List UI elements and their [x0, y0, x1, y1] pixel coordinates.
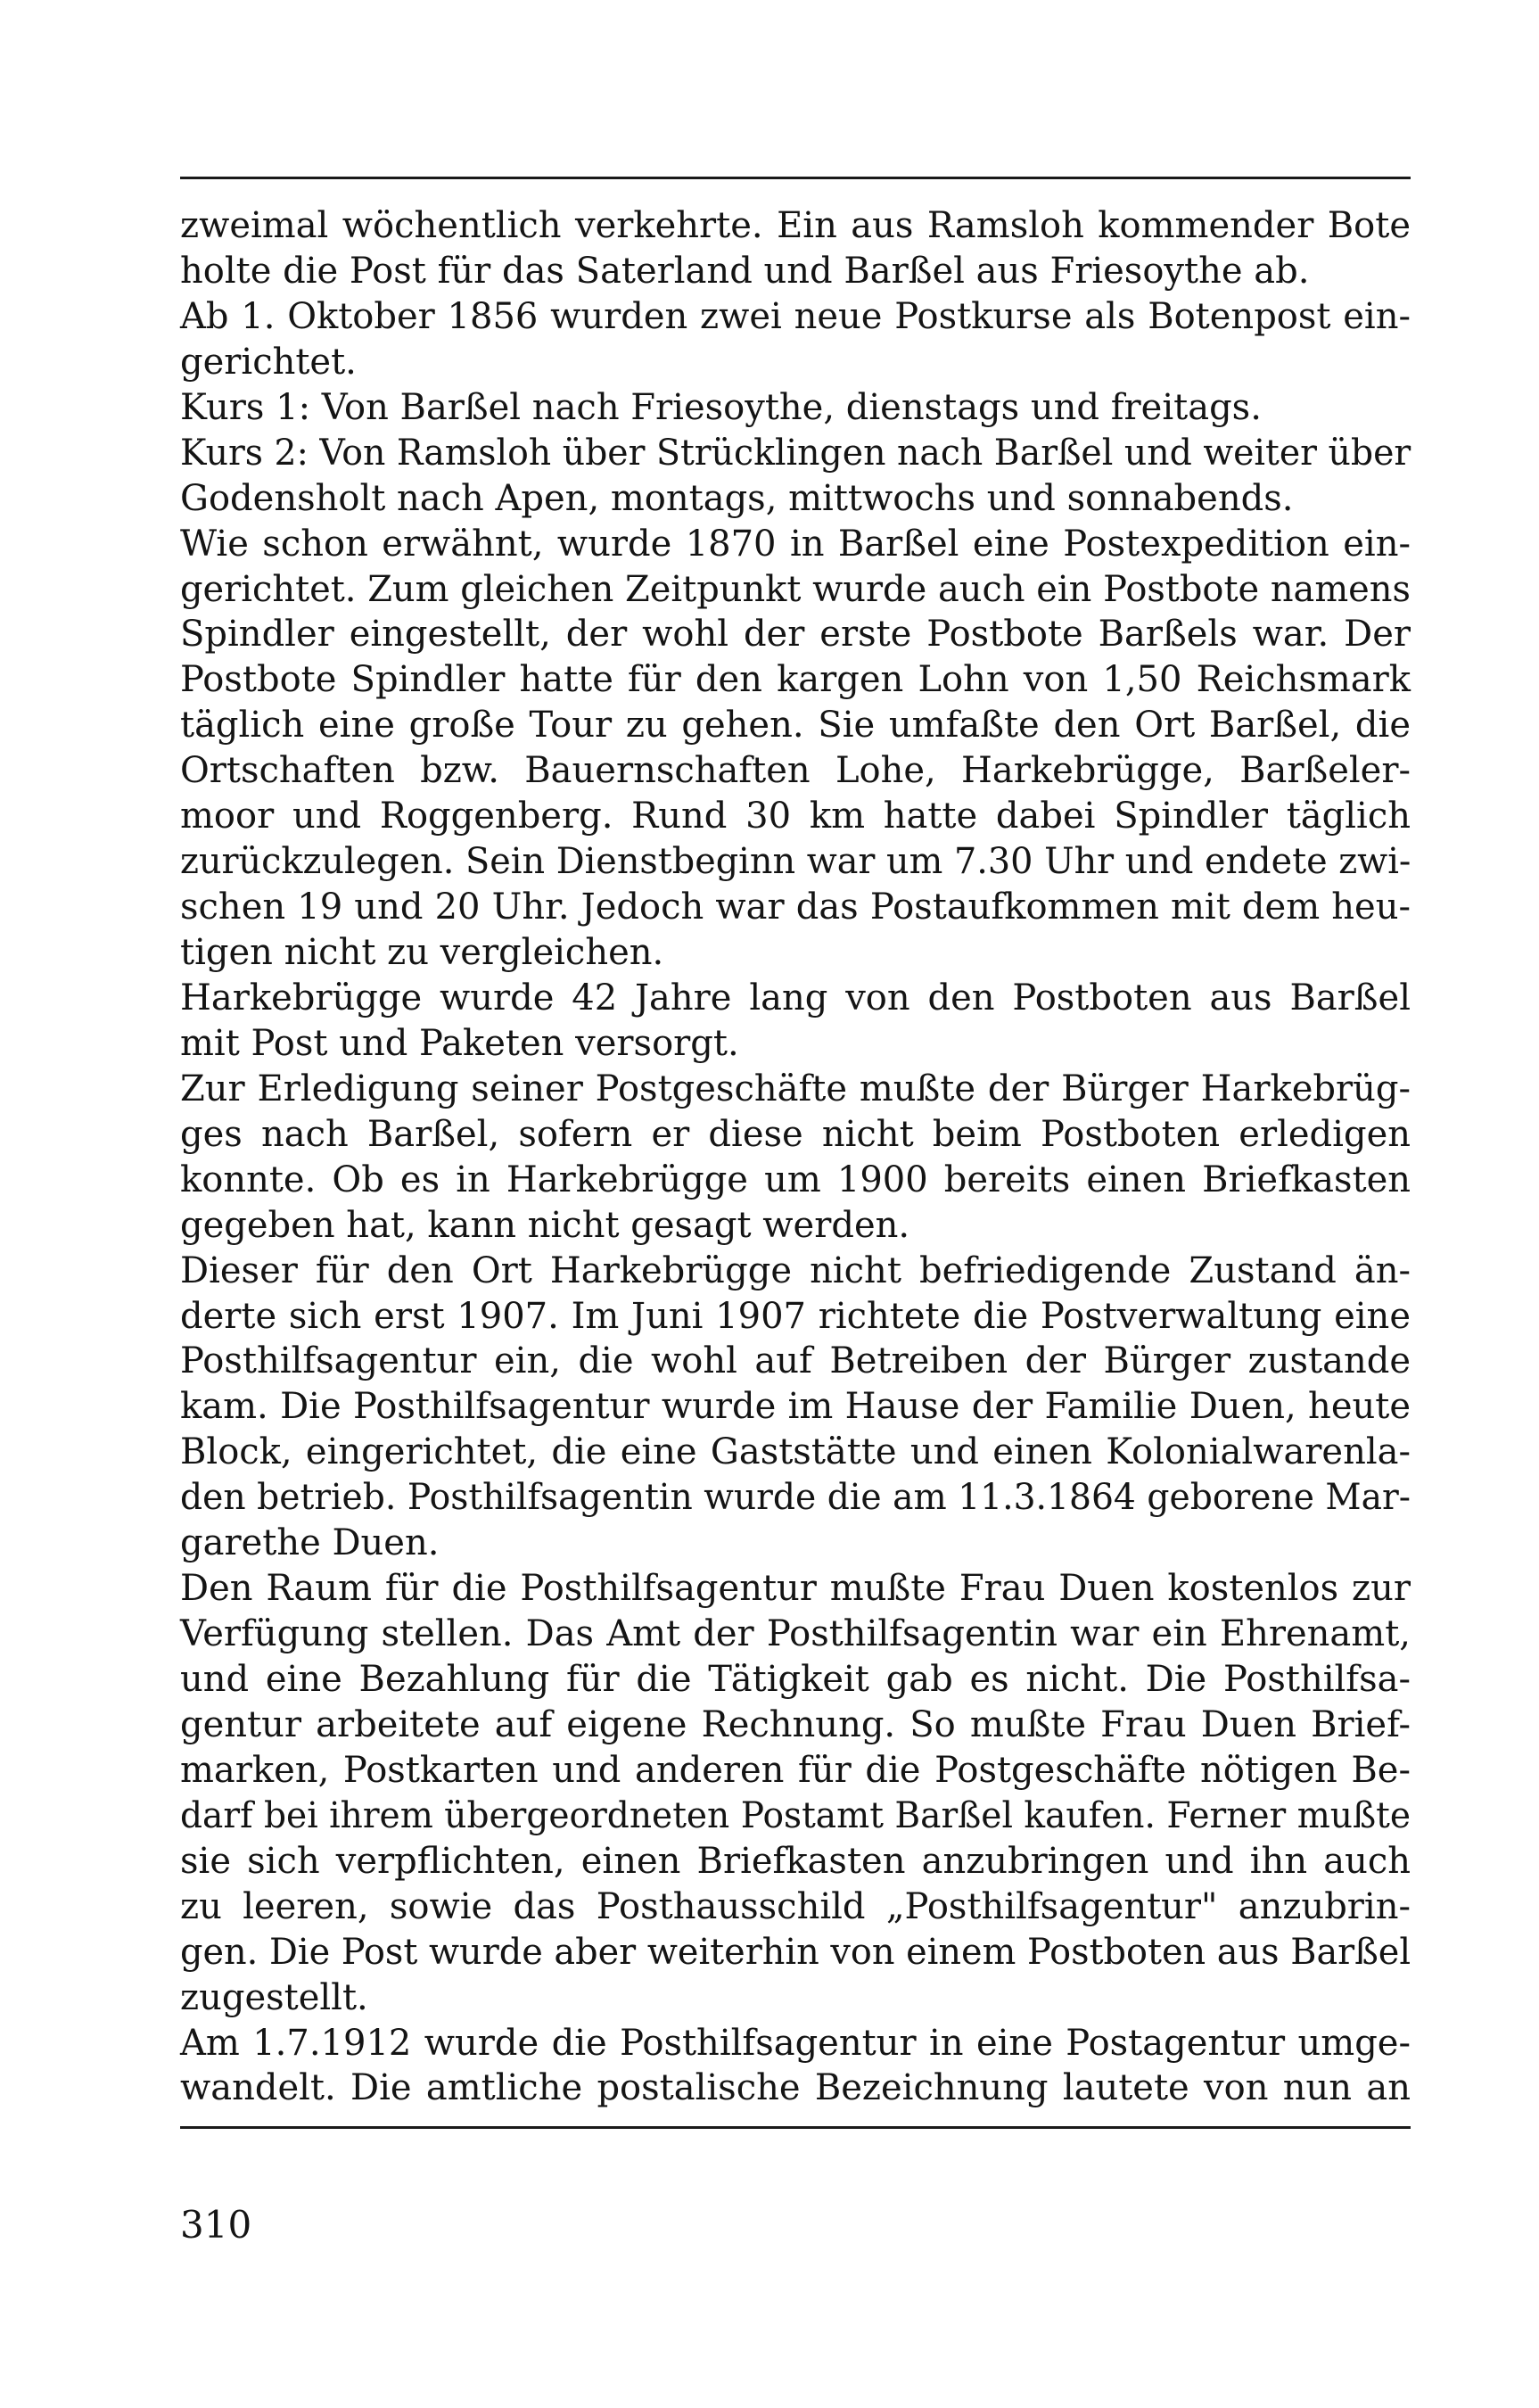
text-line: zu leeren, sowie das Posthausschild „Posthilfsagentur" anzubrin-	[180, 1885, 1411, 1927]
text-line: Harkebrügge wurde 42 Jahre lang von den Postboten aus Barßel	[180, 977, 1411, 1018]
text-line: gentur arbeitete auf eigene Rechnung. So mußte Frau Duen Brief-	[180, 1703, 1411, 1745]
text-line: Posthilfsagentur ein, die wohl auf Betreiben der Bürger zustande	[180, 1340, 1411, 1382]
text-line: zweimal wöchentlich verkehrte. Ein aus Ramsloh kommender Bote	[180, 205, 1411, 246]
text-line: mit Post und Paketen versorgt.	[180, 1022, 739, 1064]
text-line: marken, Postkarten und anderen für die Postgeschäfte nötigen Be-	[180, 1749, 1411, 1791]
text-line: zurückzulegen. Sein Dienstbeginn war um 7.30 Uhr und endete zwi-	[180, 841, 1411, 883]
text-line: darf bei ihrem übergeordneten Postamt Barßel kaufen. Ferner mußte	[180, 1794, 1411, 1836]
text-line: derte sich erst 1907. Im Juni 1907 richtete die Postverwaltung eine	[180, 1295, 1411, 1337]
text-line: wandelt. Die amtliche postalische Bezeichnung lautete von nun an	[180, 2067, 1411, 2109]
text-line: Wie schon erwähnt, wurde 1870 in Barßel eine Postexpedition ein-	[180, 523, 1411, 565]
text-line: gerichtet. Zum gleichen Zeitpunkt wurde auch ein Postbote namens	[180, 568, 1411, 610]
text-line: Verfügung stellen. Das Amt der Posthilfsagentin war ein Ehrenamt,	[180, 1613, 1411, 1655]
text-line: Postbote Spindler hatte für den kargen Lohn von 1,50 Reichsmark	[180, 659, 1411, 701]
text-line: garethe Duen.	[180, 1522, 440, 1564]
page-number: 310	[180, 2203, 252, 2247]
text-line: Ab 1. Oktober 1856 wurden zwei neue Postkurse als Botenpost ein-	[180, 295, 1411, 337]
text-line: konnte. Ob es in Harkebrügge um 1900 bereits einen Briefkasten	[180, 1159, 1411, 1200]
text-line: Zur Erledigung seiner Postgeschäfte mußte der Bürger Harkebrüg-	[180, 1068, 1411, 1109]
text-line: sie sich verpflichten, einen Briefkasten anzubringen und ihn auch	[180, 1840, 1411, 1882]
top-rule	[180, 177, 1411, 179]
text-line: ges nach Barßel, sofern er diese nicht beim Postboten erledigen	[180, 1113, 1411, 1155]
text-line: zugestellt.	[180, 1976, 368, 2018]
text-line: und eine Bezahlung für die Tätigkeit gab es nicht. Die Posthilfsa-	[180, 1659, 1411, 1700]
text-line: Kurs 1: Von Barßel nach Friesoythe, dienstags und freitags.	[180, 386, 1262, 428]
text-line: kam. Die Posthilfsagentur wurde im Hause der Familie Duen, heute	[180, 1386, 1411, 1428]
text-line: moor und Roggenberg. Rund 30 km hatte dabei Spindler täglich	[180, 796, 1411, 837]
text-line: Block, eingerichtet, die eine Gaststätte und einen Kolonialwarenla-	[180, 1431, 1411, 1473]
text-line: Godensholt nach Apen, montags, mittwochs und sonnabends.	[180, 477, 1294, 519]
text-line: gerichtet.	[180, 341, 357, 383]
body-text	[180, 203, 1411, 2111]
text-line: Dieser für den Ort Harkebrügge nicht befriedigende Zustand än-	[180, 1249, 1411, 1291]
text-line: täglich eine große Tour zu gehen. Sie umfaßte den Ort Barßel, die	[180, 705, 1411, 746]
text-line: den betrieb. Posthilfsagentin wurde die am 11.3.1864 geborene Mar-	[180, 1477, 1411, 1519]
text-line: Am 1.7.1912 wurde die Posthilfsagentur in eine Postagentur umge-	[180, 2022, 1411, 2064]
text-line: gegeben hat, kann nicht gesagt werden.	[180, 1204, 910, 1246]
text-line: holte die Post für das Saterland und Barßel aus Friesoythe ab.	[180, 250, 1310, 292]
text-line: Kurs 2: Von Ramsloh über Strücklingen nach Barßel und weiter über	[180, 432, 1411, 474]
bottom-rule	[180, 2126, 1411, 2129]
text-line: Ortschaften bzw. Bauernschaften Lohe, Harkebrügge, Barßeler-	[180, 750, 1411, 792]
text-line: Den Raum für die Posthilfsagentur mußte Frau Duen kostenlos zur	[180, 1568, 1411, 1610]
text-line: schen 19 und 20 Uhr. Jedoch war das Postaufkommen mit dem heu-	[180, 887, 1411, 928]
text-line: gen. Die Post wurde aber weiterhin von einem Postboten aus Barßel	[180, 1931, 1411, 1973]
text-line: tigen nicht zu vergleichen.	[180, 932, 664, 973]
text-line: Spindler eingestellt, der wohl der erste Postbote Barßels war. Der	[180, 614, 1411, 656]
